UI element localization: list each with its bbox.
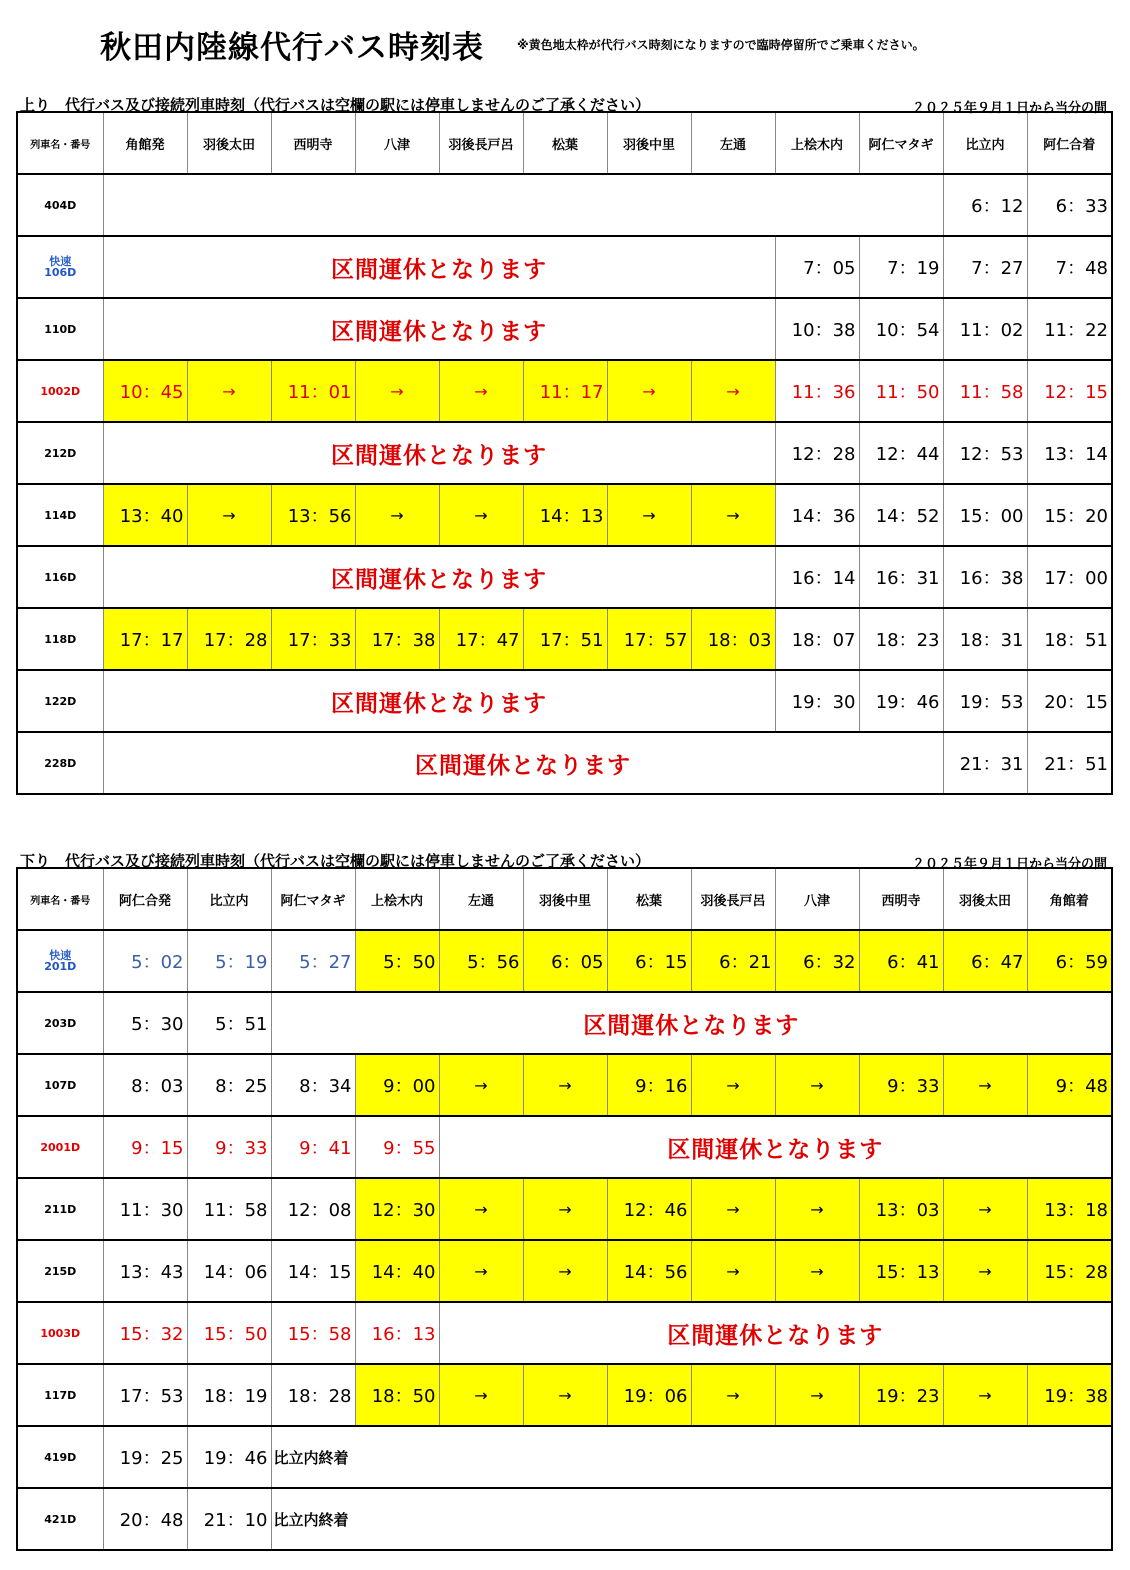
train-number: 203D xyxy=(17,992,103,1054)
pass-arrow: → xyxy=(943,1178,1027,1240)
station-header: 八津 xyxy=(355,112,439,174)
table-row xyxy=(17,174,1112,236)
time-cell: 9：33 xyxy=(187,1116,271,1178)
time-cell: 7：05 xyxy=(775,236,859,298)
station-header: 左通 xyxy=(691,112,775,174)
pass-arrow: → xyxy=(943,1054,1027,1116)
pass-arrow: → xyxy=(187,360,271,422)
time-cell: 15：32 xyxy=(103,1302,187,1364)
pass-arrow: → xyxy=(523,1178,607,1240)
table-row xyxy=(17,546,1112,608)
station-header: 角館発 xyxy=(103,112,187,174)
station-header: 羽後太田 xyxy=(943,868,1027,930)
station-header: 比立内 xyxy=(187,868,271,930)
time-cell: 11：22 xyxy=(1027,298,1112,360)
pass-arrow: → xyxy=(775,1364,859,1426)
time-cell: 6：33 xyxy=(1027,174,1112,236)
time-cell: 16：14 xyxy=(775,546,859,608)
train-number: 211D xyxy=(17,1178,103,1240)
train-number: 1002D xyxy=(17,360,103,422)
time-cell: 13：56 xyxy=(271,484,355,546)
table-row xyxy=(17,930,1112,992)
station-header: 八津 xyxy=(775,868,859,930)
time-cell: 17：38 xyxy=(355,608,439,670)
train-number: 421D xyxy=(17,1488,103,1550)
closed-notice: 区間運休となります xyxy=(103,422,775,484)
pass-arrow: → xyxy=(691,484,775,546)
closed-notice: 区間運休となります xyxy=(103,298,775,360)
time-cell: 14：15 xyxy=(271,1240,355,1302)
pass-arrow: → xyxy=(775,1054,859,1116)
table-row xyxy=(17,484,1112,546)
train-number: 1003D xyxy=(17,1302,103,1364)
train-number: 110D xyxy=(17,298,103,360)
time-cell: 5：19 xyxy=(187,930,271,992)
time-cell: 15：28 xyxy=(1027,1240,1112,1302)
time-cell: 13：14 xyxy=(1027,422,1112,484)
time-cell: 5：56 xyxy=(439,930,523,992)
terminal-note: 比立内終着 xyxy=(271,1488,1112,1550)
time-cell: 6：05 xyxy=(523,930,607,992)
station-header: 羽後太田 xyxy=(187,112,271,174)
table-row xyxy=(17,236,1112,298)
time-cell: 11：30 xyxy=(103,1178,187,1240)
down-header-row xyxy=(17,868,1112,930)
station-header: 松葉 xyxy=(607,868,691,930)
time-cell: 18：31 xyxy=(943,608,1027,670)
station-header: 阿仁合発 xyxy=(103,868,187,930)
time-cell: 20：48 xyxy=(103,1488,187,1550)
station-header: 阿仁マタギ xyxy=(859,112,943,174)
time-cell: 9：41 xyxy=(271,1116,355,1178)
time-cell: 9：15 xyxy=(103,1116,187,1178)
closed-notice: 区間運休となります xyxy=(439,1116,1112,1178)
terminal-note: 比立内終着 xyxy=(271,1426,1112,1488)
station-header: 羽後中里 xyxy=(607,112,691,174)
train-number: 215D xyxy=(17,1240,103,1302)
time-cell: 19：53 xyxy=(943,670,1027,732)
time-cell: 14：40 xyxy=(355,1240,439,1302)
pass-arrow: → xyxy=(439,1240,523,1302)
pass-arrow: → xyxy=(187,484,271,546)
time-cell: 18：23 xyxy=(859,608,943,670)
time-cell: 18：07 xyxy=(775,608,859,670)
station-header: 羽後長戸呂 xyxy=(439,112,523,174)
time-cell: 14：52 xyxy=(859,484,943,546)
station-header: 上桧木内 xyxy=(775,112,859,174)
table-row xyxy=(17,1364,1112,1426)
time-cell: 17：17 xyxy=(103,608,187,670)
table-row xyxy=(17,360,1112,422)
time-cell: 12：44 xyxy=(859,422,943,484)
time-cell: 21：51 xyxy=(1027,732,1112,794)
time-cell: 21：10 xyxy=(187,1488,271,1550)
time-cell: 19：46 xyxy=(187,1426,271,1488)
time-cell: 5：51 xyxy=(187,992,271,1054)
time-cell: 15：58 xyxy=(271,1302,355,1364)
table-row xyxy=(17,732,1112,794)
pass-arrow: → xyxy=(439,1364,523,1426)
time-cell: 16：31 xyxy=(859,546,943,608)
time-cell: 12：28 xyxy=(775,422,859,484)
table-row xyxy=(17,1240,1112,1302)
station-header: 羽後中里 xyxy=(523,868,607,930)
table-row xyxy=(17,1426,1112,1488)
time-cell: 7：48 xyxy=(1027,236,1112,298)
pass-arrow: → xyxy=(523,1240,607,1302)
train-number xyxy=(17,930,103,992)
train-number xyxy=(17,236,103,298)
time-cell: 15：13 xyxy=(859,1240,943,1302)
time-cell: 14：13 xyxy=(523,484,607,546)
station-header: 西明寺 xyxy=(859,868,943,930)
train-number: 419D xyxy=(17,1426,103,1488)
down-date-range: ２０２５年９月１日から当分の間 xyxy=(911,857,1107,872)
time-cell: 17：00 xyxy=(1027,546,1112,608)
time-cell: 17：33 xyxy=(271,608,355,670)
time-cell: 19：46 xyxy=(859,670,943,732)
closed-notice: 区間運休となります xyxy=(103,732,943,794)
time-cell: 5：50 xyxy=(355,930,439,992)
time-cell: 9：00 xyxy=(355,1054,439,1116)
pass-arrow: → xyxy=(439,1054,523,1116)
closed-notice: 区間運休となります xyxy=(439,1302,1112,1364)
time-cell: 8：03 xyxy=(103,1054,187,1116)
pass-arrow: → xyxy=(691,1364,775,1426)
time-cell: 6：12 xyxy=(943,174,1027,236)
pass-arrow: → xyxy=(691,1178,775,1240)
time-cell: 8：34 xyxy=(271,1054,355,1116)
train-number: 212D xyxy=(17,422,103,484)
train-id: 201D xyxy=(44,960,77,973)
time-cell: 11：58 xyxy=(943,360,1027,422)
time-cell: 18：51 xyxy=(1027,608,1112,670)
train-number: 118D xyxy=(17,608,103,670)
time-cell: 13：40 xyxy=(103,484,187,546)
time-cell: 5：02 xyxy=(103,930,187,992)
station-header: 西明寺 xyxy=(271,112,355,174)
pass-arrow: → xyxy=(607,360,691,422)
time-cell: 15：20 xyxy=(1027,484,1112,546)
time-cell: 6：41 xyxy=(859,930,943,992)
time-cell: 19：38 xyxy=(1027,1364,1112,1426)
train-column-header: 列車名・番号 xyxy=(17,112,103,174)
closed-notice: 区間運休となります xyxy=(271,992,1112,1054)
pass-arrow: → xyxy=(607,484,691,546)
time-cell: 5：30 xyxy=(103,992,187,1054)
pass-arrow: → xyxy=(943,1240,1027,1302)
station-header: 比立内 xyxy=(943,112,1027,174)
time-cell: 17：51 xyxy=(523,608,607,670)
time-cell: 10：54 xyxy=(859,298,943,360)
table-row xyxy=(17,608,1112,670)
pass-arrow: → xyxy=(775,1240,859,1302)
time-cell: 8：25 xyxy=(187,1054,271,1116)
time-cell: 11：58 xyxy=(187,1178,271,1240)
station-header: 羽後長戸呂 xyxy=(691,868,775,930)
time-cell: 10：38 xyxy=(775,298,859,360)
time-cell: 6：47 xyxy=(943,930,1027,992)
pass-arrow: → xyxy=(523,1364,607,1426)
time-cell: 14：06 xyxy=(187,1240,271,1302)
station-header: 阿仁マタギ xyxy=(271,868,355,930)
pass-arrow: → xyxy=(439,484,523,546)
train-number: 2001D xyxy=(17,1116,103,1178)
up-header-row xyxy=(17,112,1112,174)
time-cell: 19：30 xyxy=(775,670,859,732)
time-cell: 18：19 xyxy=(187,1364,271,1426)
pass-arrow: → xyxy=(943,1364,1027,1426)
pass-arrow: → xyxy=(439,360,523,422)
time-cell: 7：19 xyxy=(859,236,943,298)
pass-arrow: → xyxy=(355,360,439,422)
train-number: 114D xyxy=(17,484,103,546)
time-cell: 9：16 xyxy=(607,1054,691,1116)
time-cell: 21：31 xyxy=(943,732,1027,794)
table-row xyxy=(17,670,1112,732)
time-cell: 12：15 xyxy=(1027,360,1112,422)
down-section-header: 下り 代行バス及び接続列車時刻（代行バスは空欄の駅には停車しませんのご了承ください） xyxy=(20,852,651,870)
up-section-header: 上り 代行バス及び接続列車時刻（代行バスは空欄の駅には停車しませんのご了承ください） xyxy=(20,96,651,114)
time-cell: 17：57 xyxy=(607,608,691,670)
page-title: 秋田内陸線代行バス時刻表 xyxy=(100,30,484,66)
train-id: 106D xyxy=(44,266,77,279)
time-cell: 12：08 xyxy=(271,1178,355,1240)
time-cell: 11：50 xyxy=(859,360,943,422)
time-cell: 17：53 xyxy=(103,1364,187,1426)
time-cell: 13：43 xyxy=(103,1240,187,1302)
table-row xyxy=(17,1178,1112,1240)
time-cell: 18：50 xyxy=(355,1364,439,1426)
time-cell: 18：03 xyxy=(691,608,775,670)
closed-notice: 区間運休となります xyxy=(103,236,775,298)
pass-arrow: → xyxy=(691,1240,775,1302)
table-row xyxy=(17,1302,1112,1364)
table-row xyxy=(17,298,1112,360)
time-cell: 17：47 xyxy=(439,608,523,670)
time-cell: 16：38 xyxy=(943,546,1027,608)
down-timetable xyxy=(16,867,1113,1551)
table-row xyxy=(17,1488,1112,1550)
time-cell: 11：36 xyxy=(775,360,859,422)
train-number: 107D xyxy=(17,1054,103,1116)
time-cell: 20：15 xyxy=(1027,670,1112,732)
station-header: 上桧木内 xyxy=(355,868,439,930)
notice-text: ※黄色地太枠が代行バス時刻になりますので臨時停留所でご乗車ください。 xyxy=(517,38,925,52)
time-cell: 19：25 xyxy=(103,1426,187,1488)
time-cell: 14：56 xyxy=(607,1240,691,1302)
up-date-range: ２０２５年９月１日から当分の間 xyxy=(911,101,1107,116)
station-header: 阿仁合着 xyxy=(1027,112,1112,174)
table-row xyxy=(17,1116,1112,1178)
time-cell: 15：50 xyxy=(187,1302,271,1364)
train-number: 228D xyxy=(17,732,103,794)
time-cell: 9：33 xyxy=(859,1054,943,1116)
train-number: 116D xyxy=(17,546,103,608)
pass-arrow: → xyxy=(691,360,775,422)
time-cell: 16：13 xyxy=(355,1302,439,1364)
pass-arrow: → xyxy=(775,1178,859,1240)
time-cell: 19：23 xyxy=(859,1364,943,1426)
time-cell: 13：03 xyxy=(859,1178,943,1240)
table-row xyxy=(17,992,1112,1054)
pass-arrow: → xyxy=(355,484,439,546)
train-column-header: 列車名・番号 xyxy=(17,868,103,930)
station-header: 松葉 xyxy=(523,112,607,174)
time-cell: 17：28 xyxy=(187,608,271,670)
time-cell: 9：55 xyxy=(355,1116,439,1178)
time-cell: 9：48 xyxy=(1027,1054,1112,1116)
time-cell: 7：27 xyxy=(943,236,1027,298)
train-number: 404D xyxy=(17,174,103,236)
time-cell: 11：01 xyxy=(271,360,355,422)
pass-arrow: → xyxy=(523,1054,607,1116)
time-cell: 6：15 xyxy=(607,930,691,992)
closed-notice: 区間運休となります xyxy=(103,670,775,732)
time-cell: 19：06 xyxy=(607,1364,691,1426)
closed-notice: 区間運休となります xyxy=(103,546,775,608)
time-cell: 11：17 xyxy=(523,360,607,422)
time-cell: 12：30 xyxy=(355,1178,439,1240)
train-number: 122D xyxy=(17,670,103,732)
time-cell: 14：36 xyxy=(775,484,859,546)
table-row xyxy=(17,1054,1112,1116)
time-cell: 10：45 xyxy=(103,360,187,422)
time-cell: 6：59 xyxy=(1027,930,1112,992)
pass-arrow: → xyxy=(439,1178,523,1240)
station-header: 角館着 xyxy=(1027,868,1112,930)
train-type: 快速 xyxy=(49,949,72,962)
time-cell: 12：46 xyxy=(607,1178,691,1240)
station-header: 左通 xyxy=(439,868,523,930)
table-row xyxy=(17,422,1112,484)
train-type: 快速 xyxy=(49,255,72,268)
time-cell: 13：18 xyxy=(1027,1178,1112,1240)
time-cell: 12：53 xyxy=(943,422,1027,484)
time-cell: 15：00 xyxy=(943,484,1027,546)
time-cell: 6：32 xyxy=(775,930,859,992)
time-cell: 18：28 xyxy=(271,1364,355,1426)
pass-arrow: → xyxy=(691,1054,775,1116)
time-cell: 6：21 xyxy=(691,930,775,992)
up-timetable xyxy=(16,111,1113,795)
train-number: 117D xyxy=(17,1364,103,1426)
time-cell: 11：02 xyxy=(943,298,1027,360)
time-cell: 5：27 xyxy=(271,930,355,992)
empty-cell xyxy=(103,174,943,236)
